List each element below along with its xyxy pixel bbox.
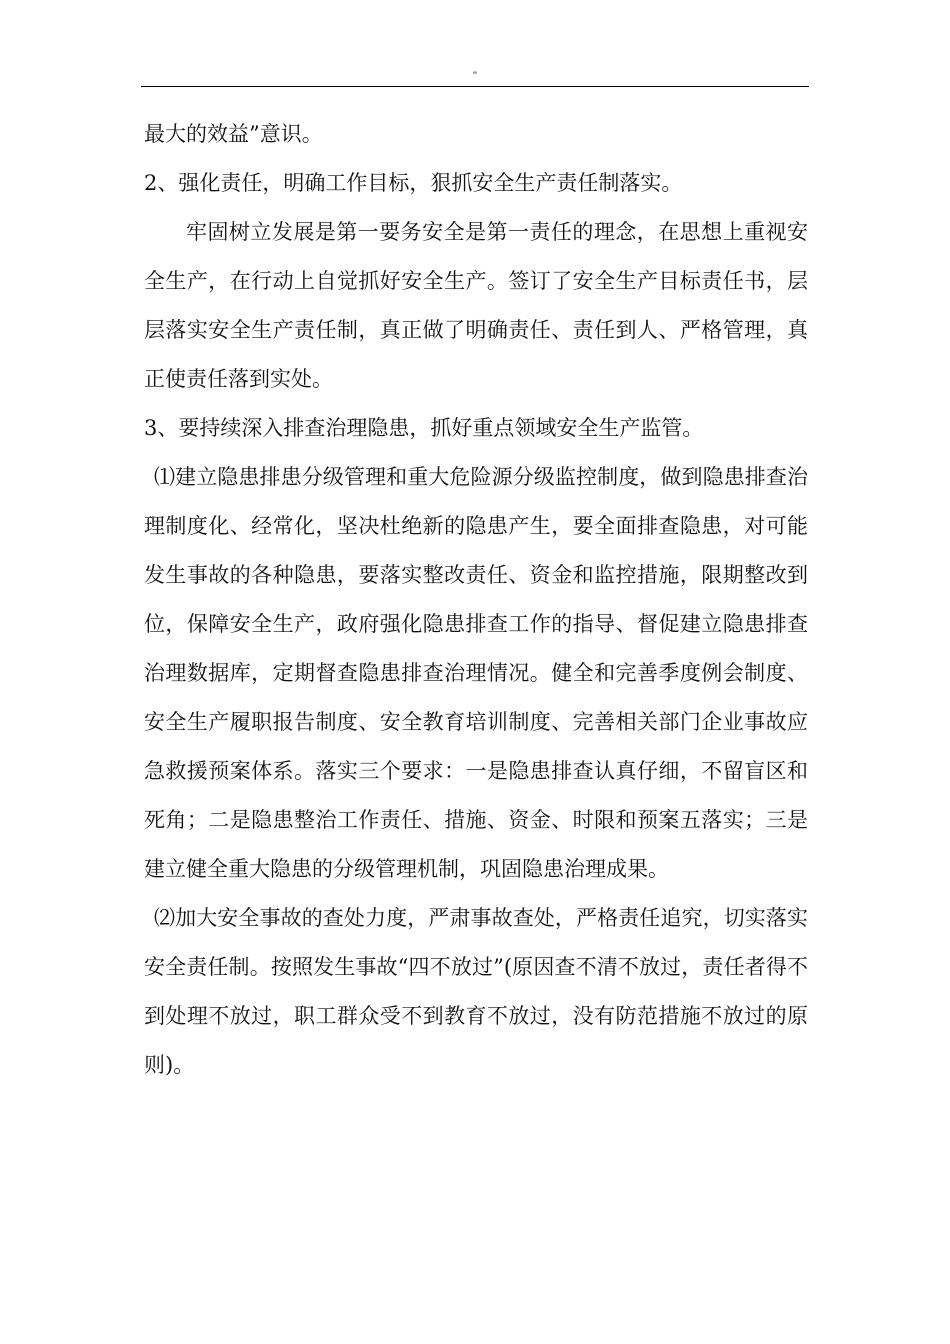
paragraph-continuation: 最大的效益”意识。: [144, 122, 323, 146]
section-heading-3: 3、要持续深入排查治理隐患，抓好重点领域安全生产监管。: [144, 416, 704, 440]
section-heading-2: 2、强化责任，明确工作目标，狠抓安全生产责任制落实。: [144, 171, 683, 195]
header-mark: ": [473, 70, 477, 82]
document-body: [144, 110, 808, 1090]
header-rule: [141, 86, 809, 87]
paragraph-item-1: ⑴建立隐患排患分级管理和重大危险源分级监控制度，做到隐患排查治理制度化、经常化，坚决杜绝新的隐患产生，要全面排查隐患，对可能发生事故的各种隐患，要落实整改责任、资金和监控措施，限期整改到位，保障安全生产，政府强化隐患排查工作的指导、督促建立隐患排查治理数据库，定期督查隐患排查治理情况。健全和完善季度例会制度、安全生产履职报告制度、安全教育培训制度、完善相关部门企业事故应急救援预案体系。落实三个要求：一是隐患排查认真仔细，不留盲区和死角；二是隐患整治工作责任、措施、资金、时限和预案五落实；三是建立健全重大隐患的分级管理机制，巩固隐患治理成果。: [144, 465, 808, 881]
paragraph-item-2: ⑵加大安全事故的查处力度，严肃事故查处，严格责任追究，切实落实安全责任制。按照发生事故“四不放过”(原因查不清不放过，责任者得不到处理不放过，职工群众受不到教育不放过，没有防范措施不放过的原则)。: [144, 906, 808, 1077]
paragraph-responsibility: 牢固树立发展是第一要务安全是第一责任的理念，在思想上重视安全生产，在行动上自觉抓好安全生产。签订了安全生产目标责任书，层层落实安全生产责任制，真正做了明确责任、责任到人、严格管理，真正使责任落到实处。: [144, 220, 808, 391]
